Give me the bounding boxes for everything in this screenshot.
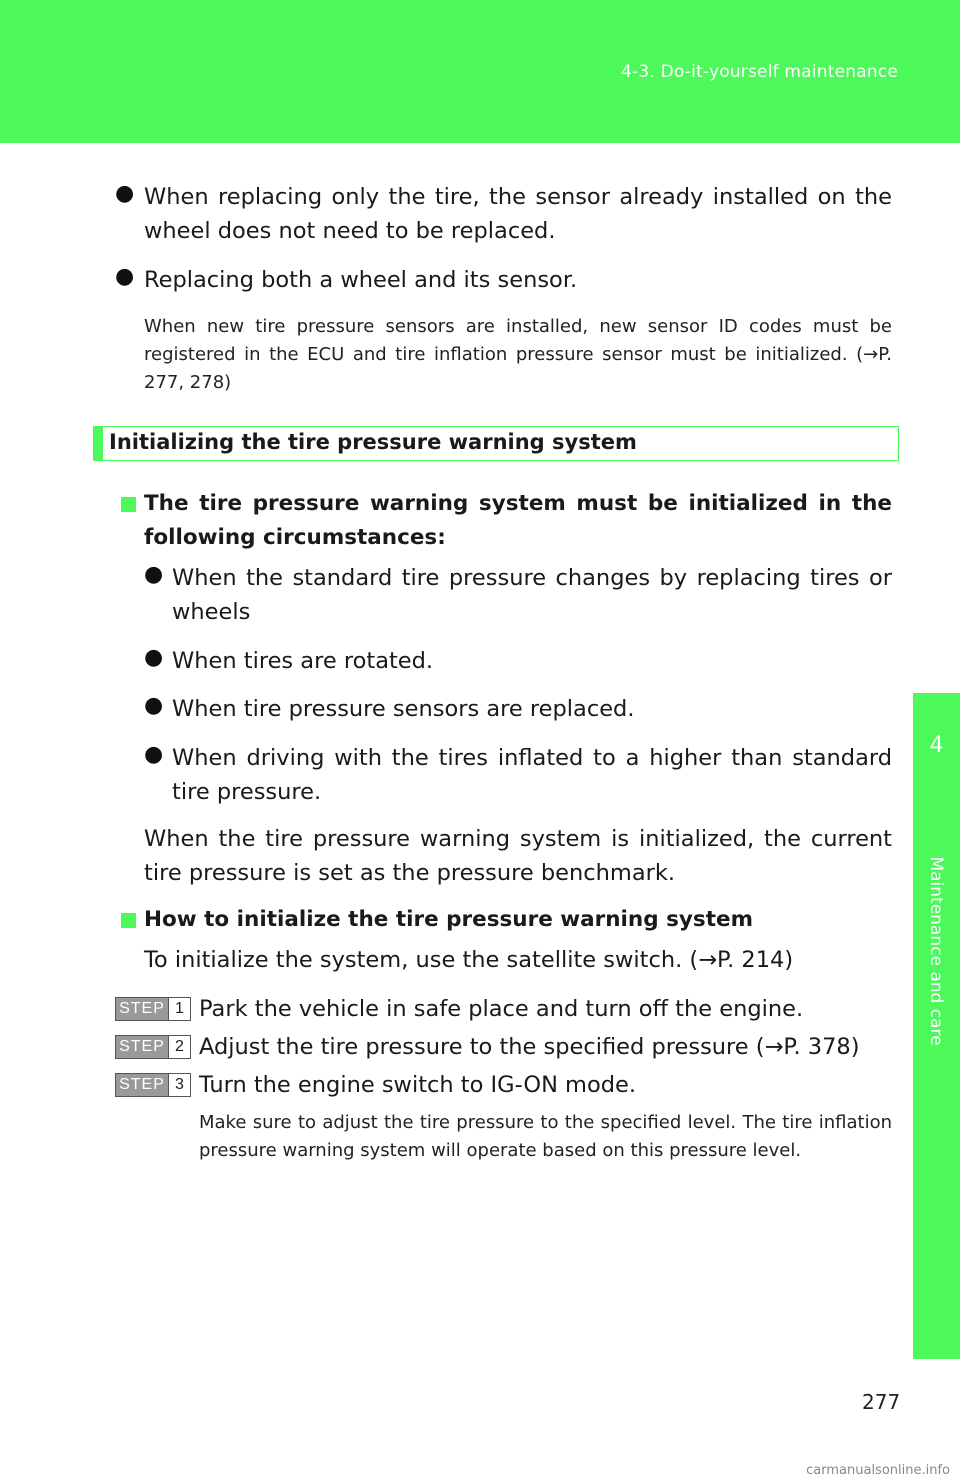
section-title-bar	[93, 426, 899, 461]
bullet-icon: ●	[144, 742, 164, 767]
page-header	[0, 0, 960, 143]
bullet-icon: ●	[115, 264, 135, 289]
chapter-number: 4	[929, 733, 944, 758]
bullet-icon: ●	[144, 562, 164, 587]
step-text: Adjust the tire pressure to the specified pressure (→P. 378)	[199, 1034, 860, 1060]
bullet-text: When replacing only the tire, the sensor already installed on the wheel does not need to be replaced.	[144, 184, 892, 244]
intro-text: To initialize the system, use the satellite switch. (→P. 214)	[144, 947, 794, 973]
step-badge	[115, 1073, 191, 1097]
bullet-icon: ●	[144, 693, 164, 718]
section-title: Initializing the tire pressure warning system	[109, 430, 637, 454]
paragraph: When the tire pressure warning system is initialized, the current tire pressure is set as the pressure benchmark.	[144, 826, 892, 886]
step-number: 3	[168, 1074, 190, 1096]
step-number: 2	[168, 1036, 190, 1058]
list-item: When driving with the tires inflated to a higher than standard tire pressure.	[172, 745, 892, 805]
step-text: Park the vehicle in safe place and turn off the engine.	[199, 996, 804, 1022]
step-text: Turn the engine switch to IG-ON mode.	[199, 1072, 637, 1098]
subsection-heading: How to initialize the tire pressure warning system	[144, 907, 753, 932]
step-label: STEP	[116, 1036, 168, 1058]
square-bullet-icon	[121, 497, 136, 512]
bullet-text: Replacing both a wheel and its sensor.	[144, 267, 578, 293]
note-text: When new tire pressure sensors are installed, new sensor ID codes must be registered in the ECU and tire inflation pressure sensor must be initialized. (→P. 277, 278)	[144, 316, 892, 393]
chapter-side-tab[interactable]	[913, 693, 960, 1359]
step-label: STEP	[116, 998, 168, 1020]
section-accent	[93, 426, 103, 461]
step-note: Make sure to adjust the tire pressure to the specified level. The tire inflation pressure warning system will operate based on this pressure level.	[199, 1112, 892, 1161]
list-item: When tires are rotated.	[172, 648, 434, 674]
step-badge	[115, 997, 191, 1021]
page-number: 277	[862, 1390, 901, 1414]
watermark: carmanualsonline.info	[806, 1463, 950, 1478]
list-item: When tire pressure sensors are replaced.	[172, 696, 635, 722]
section-header-title: 4-3. Do-it-yourself maintenance	[621, 62, 898, 82]
list-item: When the standard tire pressure changes by replacing tires or wheels	[172, 565, 892, 625]
subsection-heading: The tire pressure warning system must be initialized in the following circumstances:	[144, 491, 892, 550]
bullet-icon: ●	[115, 181, 135, 206]
bullet-icon: ●	[144, 645, 164, 670]
step-label: STEP	[116, 1074, 168, 1096]
chapter-label: Maintenance and care	[926, 856, 946, 1046]
step-badge	[115, 1035, 191, 1059]
step-number: 1	[168, 998, 190, 1020]
square-bullet-icon	[121, 913, 136, 928]
